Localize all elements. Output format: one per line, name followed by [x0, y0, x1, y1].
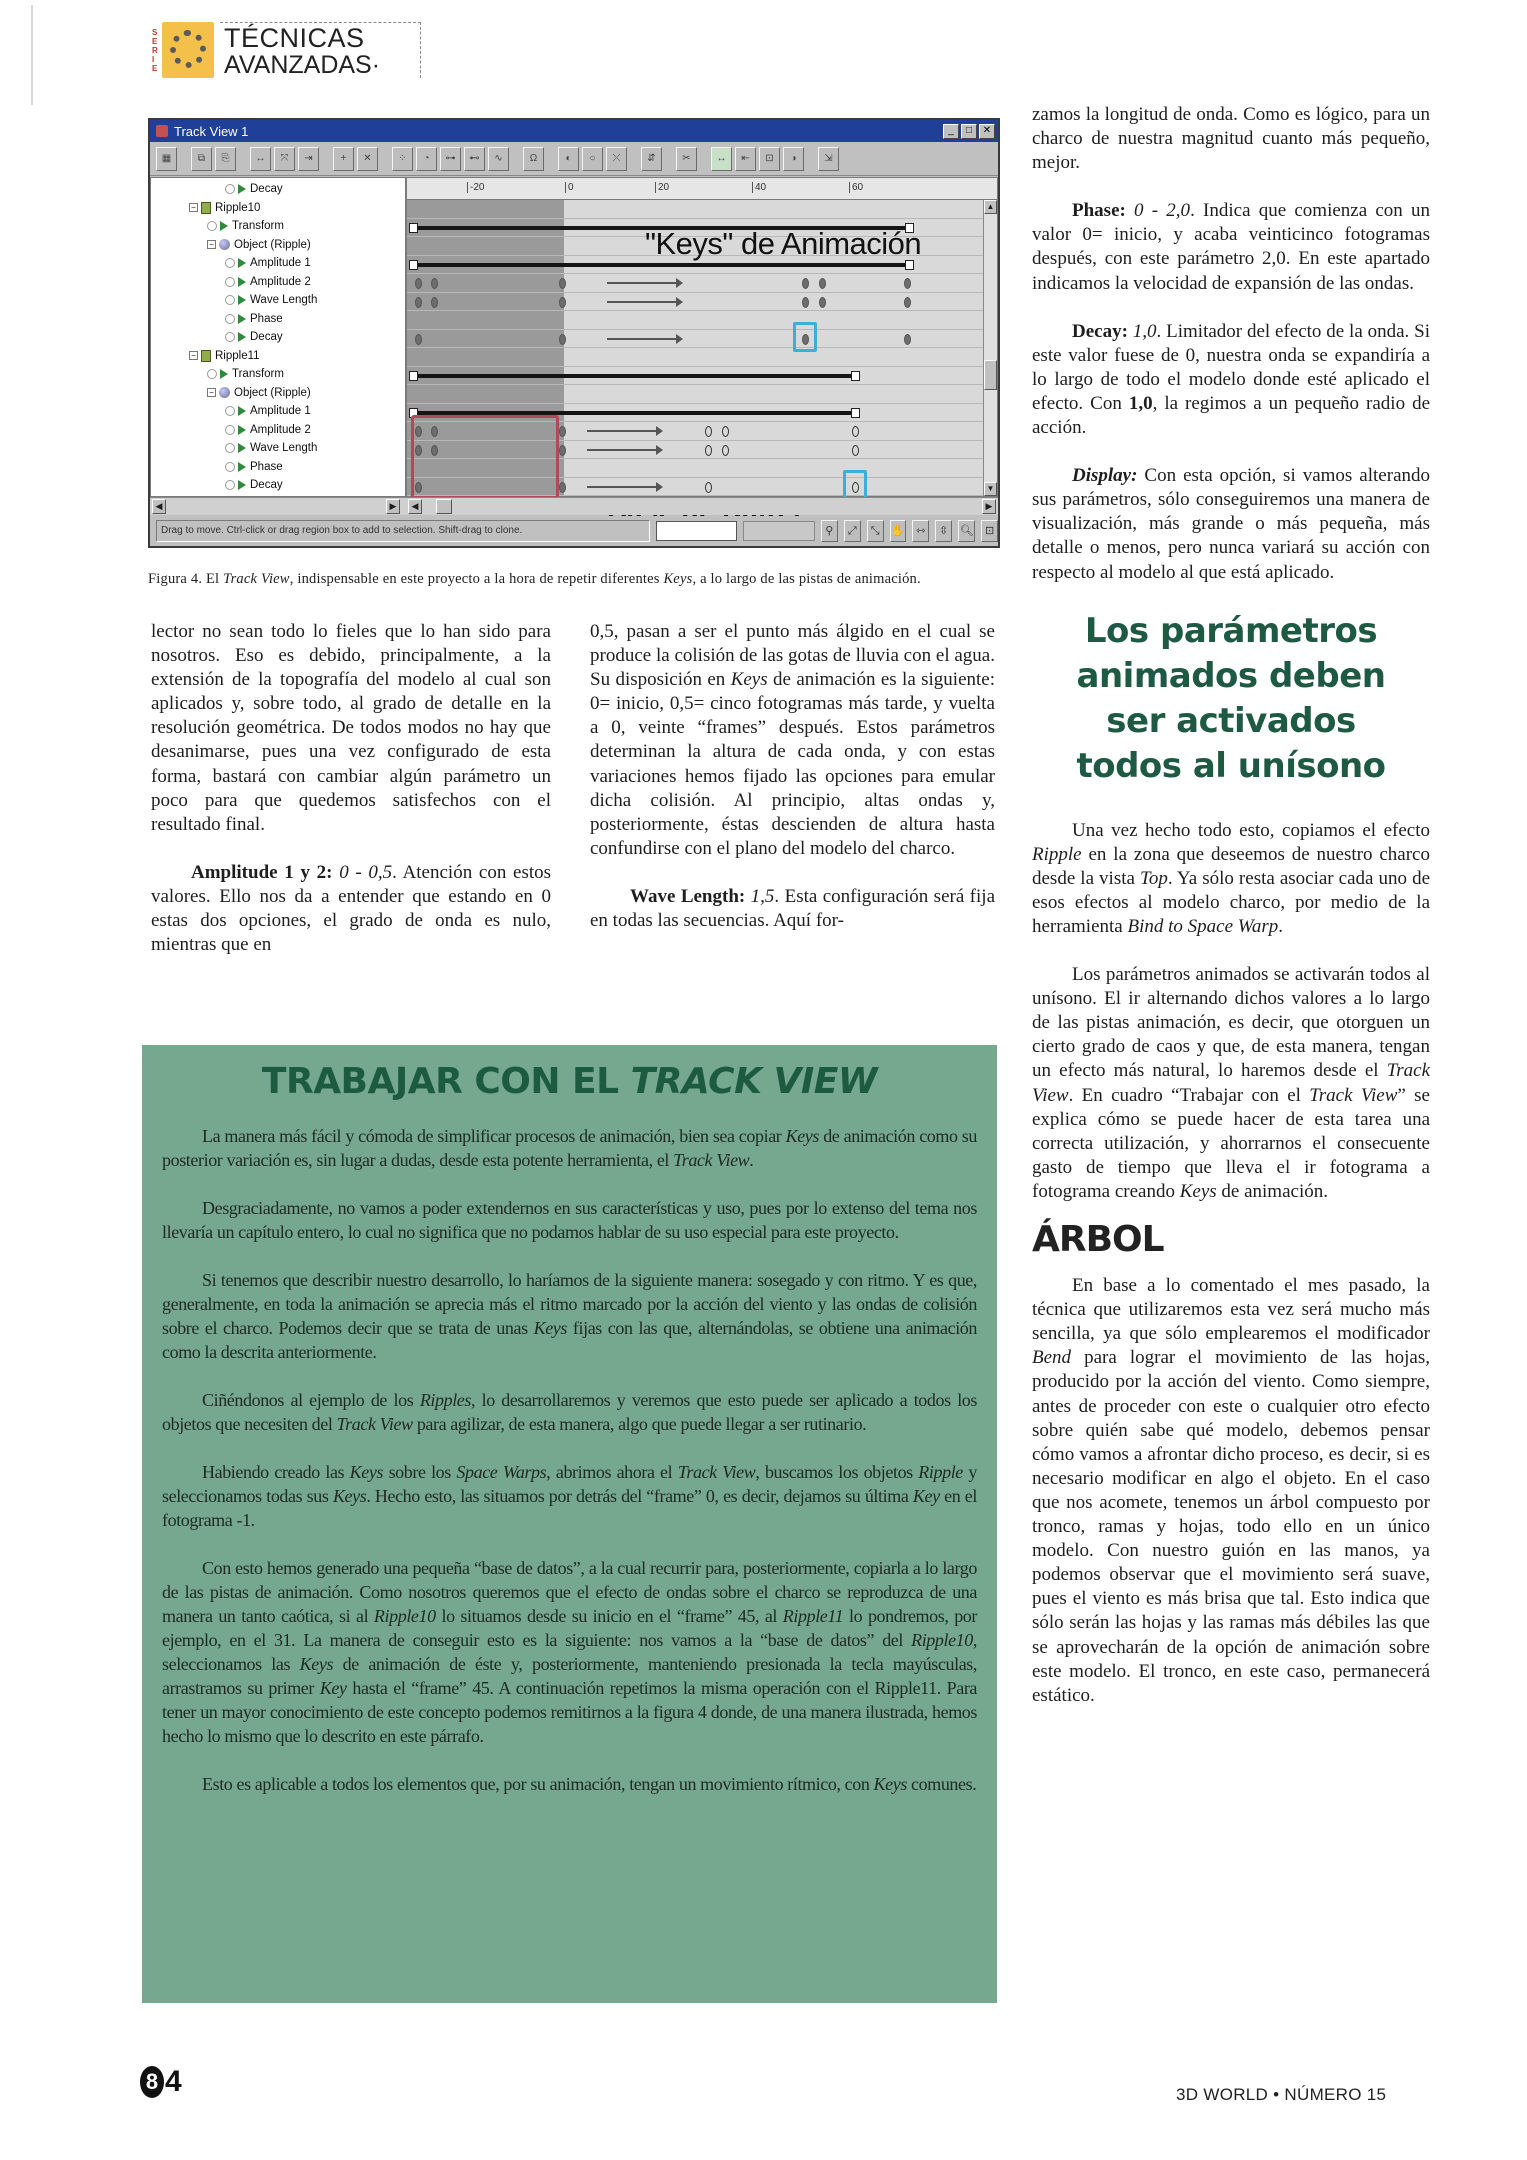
paragraph: lector no sean todo lo fieles que lo han sido para nosotros. Eso es debido, principalmente, a la extensión de la topografía del modelo al cual son aplicados y, sobre todo, al grado de detalle en la resolución geométrica. De todos modos no hay que desanimarse, pues una vez configurado de esta forma, bastará con cambiar algún parámetro un poco para que quedemos satisfechos con el resultado final.: [151, 621, 551, 835]
tree-item[interactable]: [151, 439, 405, 458]
paragraph-wave-length: Wave Length: 1,5. Esta configuración será fija en todas las secuencias. Aquí for-: [590, 885, 996, 932]
minimize-button[interactable]: _: [943, 124, 959, 139]
tree-item[interactable]: [151, 310, 405, 329]
tree-item[interactable]: [151, 254, 405, 273]
connector-icon[interactable]: [225, 184, 235, 194]
tree-scroll-left-button[interactable]: ◀: [152, 499, 166, 514]
connector-icon[interactable]: [225, 332, 235, 342]
sidebar-paragraph: Habiendo creado las Keys sobre los Space Warps, abrimos ahora el Track View, buscamos los objetos Ripple y seleccionamos todas sus Keys. Hecho esto, las situamos por detrás del “frame” 0, es decir, dejamos su última Key en el fotograma -1.: [162, 1462, 978, 1530]
article-column-1: [151, 620, 551, 981]
track-view-toolbar: [150, 142, 998, 176]
tree-item-label: Transform: [232, 368, 284, 381]
expand-toggle-icon[interactable]: −: [189, 351, 198, 360]
annotation-keys: "Keys" de Animación: [645, 226, 922, 261]
edit-time-button[interactable]: ◔: [416, 147, 437, 171]
track-area[interactable]: [407, 200, 983, 496]
connector-icon[interactable]: [225, 314, 235, 324]
zoom-values-button[interactable]: ⇳: [935, 520, 952, 542]
copy-button[interactable]: ⧉: [191, 147, 212, 171]
tree-item[interactable]: [151, 476, 405, 495]
tree-item[interactable]: [151, 347, 405, 366]
controller-triangle-icon: [238, 258, 246, 268]
make-unique-button[interactable]: ◐: [558, 147, 579, 171]
scroll-down-button[interactable]: ▼: [984, 482, 997, 496]
app-icon: [156, 125, 168, 137]
paragraph: zamos la longitud de onda. Como es lógico, para un charco de nuestra magnitud cuanto más pequeño, mejor.: [1032, 104, 1430, 174]
sidebar-paragraph: Con esto hemos generado una pequeña “base de datos”, a la cual recurrir para, posteriormente, copiarla a lo largo de las pistas de animación. Como nosotros queremos que el efecto de ondas sobre el charco se reproduzca de una manera un tanto caótica, si al Ripple10 lo situamos desde su inicio en el “frame” 45, al Ripple11 lo pondremos, por ejemplo, en el 31. La manera de conseguir esto es la siguiente: nos vamos a la “base de datos” del Ripple10, seleccionamos las Keys de animación de éste y, posteriormente, manteniendo presionada la tecla mayúsculas, arrastramos su primer Key hasta el “frame” 45. A continuación repetimos la misma operación con el Ripple11. Para tener un mayor conocimiento de este concepto podemos remitirnos a la figura 4 donde, de una manera ilustrada, hemos hecho lo mismo que lo descrito en este párrafo.: [162, 1558, 977, 1746]
tree-item-label: Transform: [232, 220, 284, 233]
controller-triangle-icon: [238, 425, 246, 435]
tracks-scroll-right-button[interactable]: ▶: [982, 499, 996, 514]
magazine-footer: 3D WORLD • NÚMERO 15: [1176, 2085, 1387, 2104]
sidebar-paragraph: Ciñéndonos al ejemplo de los Ripples, lo desarrollaremos y veremos que esto puede ser aplicado a todos los objetos que necesiten del Track View para agilizar, de esta manera, algo que puede llegar a ser rutinario.: [162, 1390, 978, 1434]
assign-controller-button[interactable]: Ω: [523, 147, 544, 171]
paragraph-decay: Decay: 1,0. Limitador del efecto de la onda. Si este valor fuese de 0, nuestra onda se expandiría a lo largo de todo el modelo donde esté aplicado el efecto. Con 1,0, la regimos a un pequeño radio de acción.: [1032, 320, 1431, 439]
zoom-time-button[interactable]: ⇿: [912, 520, 929, 542]
controller-triangle-icon: [238, 480, 246, 490]
database-selection-box: [411, 415, 559, 499]
tracks-scroll-thumb[interactable]: [436, 499, 452, 514]
pan-button[interactable]: ✋: [890, 520, 907, 542]
window-title-bar: [150, 120, 998, 142]
tree-item[interactable]: [151, 180, 405, 199]
tree-item-label: Object (Ripple): [234, 238, 311, 251]
paste-time-button[interactable]: ↔: [711, 147, 732, 171]
tree-item[interactable]: [151, 199, 405, 218]
sidebar-paragraph: Si tenemos que describir nuestro desarrollo, lo haríamos de la siguiente manera: sosegado y con ritmo. Y es que, generalmente, en toda la animación se aprecia más el ritmo marcado por la acción del viento y las ondas de colisión sobre el charco. Podemos decir que se trata de unas Keys fijas con las que, alternándolas, se obtiene una animación como la descrita anteriormente.: [162, 1270, 977, 1362]
move-keys-button[interactable]: ↔: [250, 147, 271, 171]
insert-time-button[interactable]: ⇤: [735, 147, 756, 171]
connector-icon[interactable]: [225, 425, 235, 435]
controller-triangle-icon: [238, 295, 246, 305]
vertical-scrollbar[interactable]: [983, 200, 997, 496]
connector-icon[interactable]: [225, 258, 235, 268]
tree-item-label: Wave Length: [250, 294, 318, 307]
tree-item[interactable]: [151, 384, 405, 403]
scroll-up-button[interactable]: ▲: [984, 200, 997, 214]
paragraph: En base a lo comentado el mes pasado, la técnica que utilizaremos esta vez será mucho más sencilla, ya que sólo emplearemos el modificador Bend para lograr el movimiento de las hojas, producido por la acción del viento. Como siempre, antes de proceder con este o cualquier otro efecto sobre quién sabe qué modelo, debemos pensar cómo vamos a afrontar dicho proceso, es decir, si es necesario modificar en algo el objeto. En el caso que nos acomete, tenemos un árbol compuesto por tronco, ramas y hojas, todo ello en un único modelo. Con nuestro guión en las manos, ya podemos observar que el movimiento será suave, pues el viento es más brisa que tal. Esto indica que sólo serán las hojas y las ramas más débiles las que se aprovecharán de la opción de animación sobre este modelo. El tronco, en este caso, permanecerá estático.: [1032, 1275, 1430, 1706]
out-of-range-button[interactable]: ⤬: [606, 147, 627, 171]
tree-item-label: Decay: [250, 331, 283, 344]
properties-button[interactable]: ⇵: [641, 147, 662, 171]
article-column-3: [1032, 103, 1430, 1732]
scroll-thumb[interactable]: [984, 360, 997, 390]
key-time-field[interactable]: [656, 521, 737, 541]
tree-item[interactable]: [151, 217, 405, 236]
window-title: Track View 1: [174, 123, 249, 139]
modifier-sphere-icon: [219, 239, 230, 250]
controller-triangle-icon: [238, 277, 246, 287]
tree-item[interactable]: [151, 421, 405, 440]
key-value-field[interactable]: [743, 521, 815, 541]
delete-keys-button[interactable]: ✕: [357, 147, 378, 171]
sidebar-title: TRABAJAR CON EL TRACK VIEW: [261, 1061, 878, 1102]
tree-item[interactable]: [151, 328, 405, 347]
section-logo: [152, 20, 421, 80]
object-cube-icon: [201, 202, 211, 214]
tree-item-label: Amplitude 2: [250, 275, 311, 288]
tree-item-label: Decay: [250, 183, 283, 196]
tree-item-label: Wave Length: [250, 442, 318, 455]
filters-button[interactable]: ▦: [156, 147, 177, 171]
connector-icon[interactable]: [225, 406, 235, 416]
series-badge-icon: [162, 22, 214, 78]
paste-button[interactable]: ⎘: [215, 147, 236, 171]
delete-controller-button[interactable]: ○: [582, 147, 603, 171]
slide-keys-button[interactable]: ⇥: [298, 147, 319, 171]
ruler-tick: 0: [565, 182, 574, 193]
tracks-scroll-left-button[interactable]: ◀: [408, 499, 422, 514]
key-highlight-box: [843, 470, 867, 500]
sidebar-paragraph: Esto es aplicable a todos los elementos que, por su animación, tengan un movimiento rítmico, con Keys comunes.: [202, 1774, 977, 1794]
ruler-tick: -20: [467, 182, 484, 193]
sidebar-paragraph: Desgraciadamente, no vamos a poder extendernos en sus características y uso, pues por lo extenso del tema nos llevaría un capítulo entero, lo cual no significa que no podamos hablar de su uso especial para este proyecto.: [162, 1198, 977, 1242]
connector-icon[interactable]: [225, 443, 235, 453]
controller-triangle-icon: [220, 369, 228, 379]
tree-item[interactable]: [151, 365, 405, 384]
tree-scroll-right-button[interactable]: ▶: [386, 499, 400, 514]
tree-item-label: Phase: [250, 312, 283, 325]
article-column-2: [590, 620, 995, 957]
add-keys-button[interactable]: +: [333, 147, 354, 171]
page-number: 8 4: [140, 2065, 182, 2099]
copy-time-button[interactable]: ✂: [676, 147, 697, 171]
expand-toggle-icon[interactable]: −: [189, 203, 198, 212]
paragraph-amplitude: Amplitude 1 y 2: 0 - 0,5. Atención con estos valores. Ello nos da a entender que estando en 0 estas dos opciones, el grado de onda es nulo, mientras que en: [151, 861, 552, 956]
tree-item[interactable]: [151, 273, 405, 292]
modifier-sphere-icon: [219, 387, 230, 398]
margin-rule: [31, 5, 33, 105]
controller-triangle-icon: [238, 406, 246, 416]
series-label: S E R I E: [152, 27, 158, 73]
zoom-horizontal-extents-button[interactable]: ⤢: [844, 520, 861, 542]
lock-button[interactable]: ◑: [783, 147, 804, 171]
scale-keys-button[interactable]: ⤧: [274, 147, 295, 171]
tree-item[interactable]: [151, 236, 405, 255]
tree-item[interactable]: [151, 291, 405, 310]
paragraph: Los parámetros animados se activarán todos al unísono. El ir alternando dichos valores a lo largo de las pistas animación, es decir, que otorguen un cierto grado de caos y que, de esta manera, tengan un efecto más natural, lo haremos desde el Track View. En cuadro “Trabajar con el Track View” se explica cómo se puede hacer de esta tarea una correcta utilización, y ahorrarnos el consecuente gasto de tiempo que lleva el ir fotograma a fotograma creando Keys de animación.: [1032, 964, 1430, 1202]
controller-triangle-icon: [238, 184, 246, 194]
zoom-region-button[interactable]: ⊡: [981, 520, 998, 542]
maximize-button[interactable]: □: [961, 124, 977, 139]
figure-caption: Figura 4. El Track View, indispensable en este proyecto a la hora de repetir diferentes Keys, a lo largo de las pistas de animación.: [148, 571, 921, 587]
tree-item[interactable]: [151, 402, 405, 421]
close-button[interactable]: ✕: [979, 124, 995, 139]
paragraph-display: Display: Con esta opción, si vamos alterando sus parámetros, sólo conseguiremos una manera de visualización, más grande o más pequeña, más detalle o menos, pero nunca variará su acción con respecto al modelo al que está aplicado.: [1032, 465, 1430, 583]
zoom-button[interactable]: 🔍︎: [958, 520, 975, 542]
track-view-window: [148, 118, 1000, 548]
tree-item-label: Object (Ripple): [234, 386, 311, 399]
section-heading: ÁRBOL: [1032, 1219, 1164, 1260]
ruler-tick: 60: [849, 182, 863, 193]
ruler-tick: 40: [752, 182, 766, 193]
section-title-line1: TÉCNICAS: [224, 23, 365, 53]
controller-triangle-icon: [238, 332, 246, 342]
expand-toggle-icon[interactable]: −: [207, 388, 216, 397]
time-ruler[interactable]: [407, 178, 997, 200]
connector-icon[interactable]: [207, 369, 217, 379]
controller-triangle-icon: [238, 443, 246, 453]
position-ranges-button[interactable]: ⊷: [464, 147, 485, 171]
section-title-line2: AVANZADAS·: [224, 51, 381, 79]
controller-triangle-icon: [220, 221, 228, 231]
connector-icon[interactable]: [225, 277, 235, 287]
connector-icon[interactable]: [225, 480, 235, 490]
controller-triangle-icon: [238, 314, 246, 324]
status-prompt: Drag to move. Ctrl-click or drag region box to add to selection. Shift-drag to clone.: [156, 520, 650, 542]
tree-item-label: Ripple10: [215, 201, 261, 214]
connector-icon[interactable]: [225, 462, 235, 472]
key-mode-button[interactable]: ⚲: [821, 520, 838, 542]
object-cube-icon: [201, 350, 211, 362]
snap-button[interactable]: ⊡: [759, 147, 780, 171]
connector-icon[interactable]: [225, 295, 235, 305]
expand-toggle-icon[interactable]: −: [207, 240, 216, 249]
hierarchy-tree: [150, 177, 406, 497]
key-highlight-box: [793, 322, 817, 352]
tree-item-label: Phase: [250, 460, 283, 473]
status-bar: [150, 516, 998, 546]
paragraph-phase: Phase: 0 - 2,0. Indica que comienza con un valor 0= inicio, y acaba veinticinco fotogramas después, con este parámetro 2,0. En este apartado indicamos la velocidad de expansión de las ondas.: [1032, 200, 1431, 294]
connector-icon[interactable]: [207, 221, 217, 231]
zoom-value-extents-button[interactable]: ⤡: [867, 520, 884, 542]
tree-item-label: Amplitude 2: [250, 423, 311, 436]
edit-range-button[interactable]: ⊶: [440, 147, 461, 171]
sidebar-box: [142, 1045, 997, 2003]
edit-keys-button[interactable]: ⁘: [392, 147, 413, 171]
tree-item-label: Amplitude 1: [250, 405, 311, 418]
sidebar-paragraph: La manera más fácil y cómoda de simplificar procesos de animación, bien sea copiar Keys de animación como su posterior variación es, sin lugar a dudas, desde esta potente herramienta, el Track View.: [162, 1126, 977, 1170]
horizontal-scrollbar[interactable]: [150, 497, 998, 515]
paragraph: 0,5, pasan a ser el punto más álgido en el cual se produce la colisión de las gotas de lluvia con el agua. Su disposición en Keys de animación es la siguiente: 0= inicio, 0,5= cinco fotogramas más tarde, y vuelta a 0, veinte “frames” después. Estos parámetros determinan la altura de cada onda, y con estas variaciones hemos fijado las opciones para emular dicha colisión. Al principio, altas ondas y, posteriormente, éstas descienden de altura hasta confundirse con el plano del modelo del charco.: [590, 621, 996, 859]
tree-item-label: Ripple11: [215, 349, 260, 362]
tree-item-label: Decay: [250, 479, 283, 492]
ruler-tick: 20: [655, 182, 669, 193]
function-curves-button[interactable]: ∿: [488, 147, 509, 171]
paragraph: Una vez hecho todo esto, copiamos el efecto Ripple en la zona que deseemos de nuestro charco desde la vista Top. Ya sólo resta asociar cada uno de esos efectos al modelo charco, por medio de la herramienta Bind to Space Warp.: [1032, 819, 1431, 937]
pull-quote: Los parámetros animados deben ser activados todos al unísono: [1076, 610, 1386, 786]
controller-triangle-icon: [238, 462, 246, 472]
reduce-keys-button[interactable]: ⇲: [818, 147, 839, 171]
tree-item-label: Amplitude 1: [250, 257, 311, 270]
tree-item[interactable]: [151, 458, 405, 477]
track-editor[interactable]: [406, 177, 998, 497]
